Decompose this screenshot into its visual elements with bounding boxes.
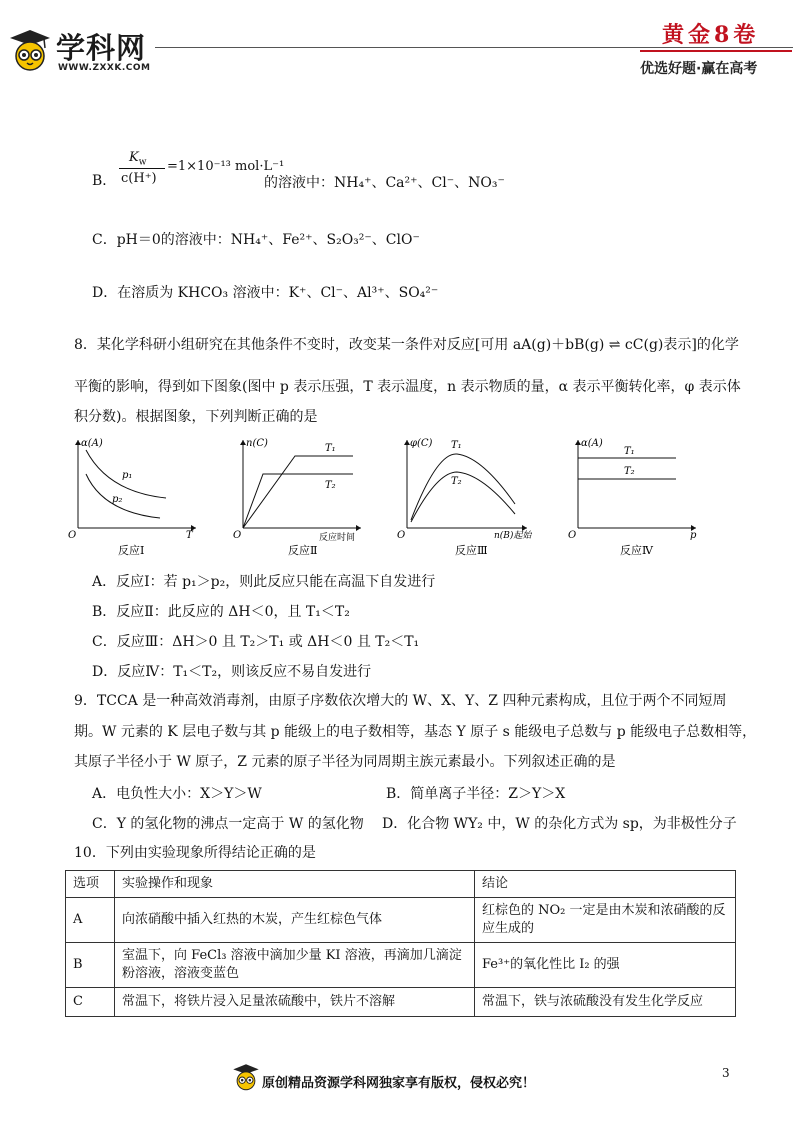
table-cell: B — [66, 943, 115, 988]
q8-stem-line2: 平衡的影响，得到如下图象(图中 p 表示压强，T 表示温度，n 表示物质的量，α 表示平衡转化率，φ 表示体 — [74, 379, 741, 395]
q7-option-c: C．pH＝0的溶液中：NH₄⁺、Fe²⁺、S₂O₃²⁻、ClO⁻ — [92, 232, 420, 248]
formula-rhs: =1×10⁻¹³ mol·L⁻¹ — [167, 159, 285, 174]
q10-table — [65, 870, 736, 1017]
g4-xlabel: p — [690, 530, 697, 541]
table-header-row — [66, 871, 736, 898]
q9-option-a: A．电负性大小：X＞Y＞W — [92, 786, 262, 802]
brand-subtitle: 优选好题·赢在高考 — [640, 61, 758, 77]
g4-caption: 反应Ⅳ — [620, 544, 653, 557]
q8-stem-line3: 积分数)。根据图象，下列判断正确的是 — [74, 409, 318, 425]
q7-option-b-label: B． — [92, 173, 117, 189]
g1-ylabel: α(A) — [81, 438, 103, 449]
g3-origin: O — [397, 530, 406, 541]
g1-origin: O — [68, 530, 77, 541]
q8-option-c: C．反应Ⅲ：ΔH＞0 且 T₂＞T₁ 或 ΔH＜0 且 T₂＜T₁ — [92, 634, 420, 650]
g2-xlabel: 反应时间 — [319, 533, 356, 543]
brand-title: 黄金8卷 — [662, 22, 760, 48]
table-header-cell: 实验操作和现象 — [115, 871, 475, 898]
g1-xlabel: T — [186, 530, 193, 541]
g2-curve-t1: T₁ — [325, 443, 336, 454]
g2-caption: 反应Ⅱ — [288, 544, 318, 557]
logo-url: WWW.ZXXK.COM — [58, 63, 151, 73]
graph-reaction-2 — [233, 432, 368, 557]
table-row — [66, 988, 736, 1017]
q8-option-a: A．反应Ⅰ：若 p₁＞p₂，则此反应只能在高温下自发进行 — [92, 574, 436, 590]
q7-option-d: D．在溶质为 KHCO₃ 溶液中：K⁺、Cl⁻、Al³⁺、SO₄²⁻ — [92, 285, 439, 301]
header — [0, 0, 800, 80]
table-cell: A — [66, 898, 115, 943]
logo-text: 学科网 — [56, 31, 147, 65]
q9-option-d: D．化合物 WY₂ 中，W 的杂化方式为 sp，为非极性分子 — [382, 816, 737, 832]
g2-curve-t2: T₂ — [325, 480, 336, 491]
graph-reaction-4 — [568, 432, 703, 557]
q10-stem: 10．下列由实验现象所得结论正确的是 — [74, 845, 316, 861]
g4-curve-t1: T₁ — [624, 446, 635, 457]
kw-symbol: K — [129, 150, 139, 165]
table-cell: 常温下，铁与浓硫酸没有发生化学反应 — [475, 988, 736, 1017]
g3-ylabel: φ(C) — [410, 438, 433, 449]
q9-option-b: B．简单离子半径：Z＞Y＞X — [386, 786, 566, 802]
table-cell: Fe³⁺的氧化性比 I₂ 的强 — [475, 943, 736, 988]
g1-curve-p1: p₁ — [122, 470, 133, 481]
g1-caption: 反应Ⅰ — [118, 544, 145, 557]
owl-footer-icon — [232, 1062, 260, 1092]
g3-curve-t2: T₂ — [451, 476, 462, 487]
q9-stem-line1: 9．TCCA 是一种高效消毒剂，由原子序数依次增大的 W、X、Y、Z 四种元素构成，且位于两个不同短周 — [74, 693, 727, 709]
table-cell: 常温下，将铁片浸入足量浓硫酸中，铁片不溶解 — [115, 988, 475, 1017]
graph-reaction-3 — [397, 432, 537, 557]
g4-origin: O — [568, 530, 577, 541]
table-cell: 室温下，向 FeCl₃ 溶液中滴加少量 KI 溶液，再滴加几滴淀粉溶液，溶液变蓝色 — [115, 943, 475, 988]
q9-option-c: C．Y 的氢化物的沸点一定高于 W 的氢化物 — [92, 816, 364, 832]
q8-option-b: B．反应Ⅱ：此反应的 ΔH＜0，且 T₁＜T₂ — [92, 604, 350, 620]
table-cell: C — [66, 988, 115, 1017]
g4-ylabel: α(A) — [581, 438, 603, 449]
g1-curve-p2: p₂ — [112, 494, 123, 505]
page-number: 3 — [722, 1066, 730, 1080]
table-cell: 红棕色的 NO₂ 一定是由木炭和浓硝酸的反应生成的 — [475, 898, 736, 943]
q7-option-b-formula — [117, 150, 285, 194]
table-cell: 向浓硝酸中插入红热的木炭，产生红棕色气体 — [115, 898, 475, 943]
table-row — [66, 898, 736, 943]
g2-origin: O — [233, 530, 242, 541]
footer-copyright: 原创精品资源学科网独家享有版权，侵权必究！ — [262, 1076, 536, 1091]
table-header-cell: 选项 — [66, 871, 115, 898]
table-header-cell: 结论 — [475, 871, 736, 898]
brand-underline — [640, 50, 792, 52]
formula-denominator: c(H⁺) — [121, 171, 157, 186]
g3-caption: 反应Ⅲ — [455, 544, 488, 557]
owl-logo-icon — [8, 28, 52, 72]
g4-curve-t2: T₂ — [624, 466, 635, 477]
g2-ylabel: n(C) — [246, 438, 268, 449]
q9-stem-line3: 其原子半径小于 W 原子，Z 元素的原子半径为同周期主族元素最小。下列叙述正确的是 — [74, 754, 616, 770]
table-row — [66, 943, 736, 988]
q7-option-b-text: 的溶液中：NH₄⁺、Ca²⁺、Cl⁻、NO₃⁻ — [264, 175, 505, 191]
graph-reaction-1 — [68, 432, 203, 557]
q8-option-d: D．反应Ⅳ：T₁＜T₂，则该反应不易自发进行 — [92, 664, 372, 680]
g3-curve-t1: T₁ — [451, 440, 462, 451]
q9-stem-line2: 期。W 元素的 K 层电子数与其 p 能级上的电子数相等，基态 Y 原子 s 能级电子总数与 p 能级电子总数相等， — [74, 724, 757, 740]
g3-xlabel: n(B)起始 — [494, 531, 532, 541]
kw-subscript: w — [138, 157, 147, 168]
q8-stem-line1: 8．某化学科研小组研究在其他条件不变时，改变某一条件对反应[可用 aA(g)＋bB(g) ⇌ cC(g)表示]的化学 — [74, 337, 739, 353]
